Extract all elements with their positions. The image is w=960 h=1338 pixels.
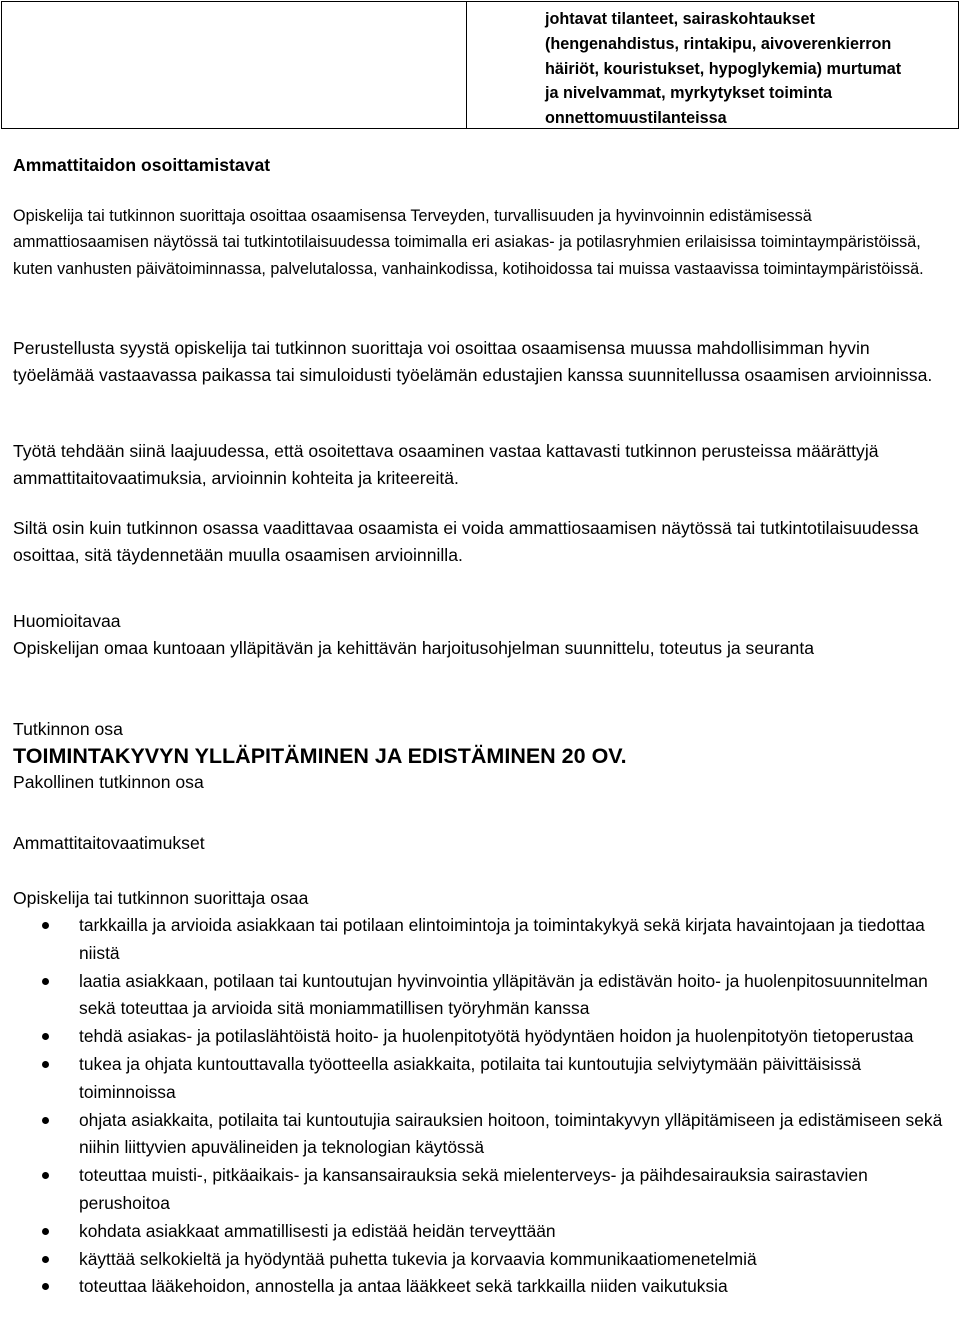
top-table bbox=[1, 1, 959, 129]
list-item bbox=[13, 1107, 948, 1163]
silta-paragraph: Siltä osin kuin tutkinnon osassa vaadittavaa osaamista ei voida ammattiosaamisen näytössä tai tutkintotilaisuudessa osoittaa, sitä täydennetään muulla osaamisen arvioinnilla. bbox=[13, 518, 919, 565]
top-table-right-cell bbox=[467, 2, 958, 128]
list-item-text: ohjata asiakkaita, potilaita tai kuntoutujia sairauksien hoitoon, toimintakyvyn ylläpitämiseen ja edistämiseen sekä niihin liittyvien apuvälineiden ja teknologian käytössä bbox=[79, 1109, 943, 1158]
bullet-icon bbox=[42, 1033, 49, 1040]
bullet-icon bbox=[42, 1117, 49, 1124]
requirements-list bbox=[13, 912, 948, 1301]
perustellusta-paragraph: Perustellusta syystä opiskelija tai tutkinnon suorittaja voi osoittaa osaamisensa muussa mahdollisimman hyvin työelämää vastaavassa paikassa tai simuloidusti työelämän edustajien kanssa suunnitellussa osaamisen arvioinnissa. bbox=[13, 338, 933, 385]
tyota-paragraph: Työtä tehdään siinä laajuudessa, että osoitettava osaaminen vastaa kattavasti tutkinnon perusteissa määrättyjä ammattitaitovaatimuksia, arvioinnin kohteita ja kriteereitä. bbox=[13, 441, 879, 488]
bullet-icon bbox=[42, 1283, 49, 1290]
list-item bbox=[13, 1023, 948, 1051]
list-item-text: kohdata asiakkaat ammatillisesti ja edistää heidän terveyttään bbox=[79, 1220, 556, 1241]
huomioitavaa-text: Opiskelijan omaa kuntoaan ylläpitävän ja kehittävän harjoitusohjelman suunnittelu, toteutus ja seuranta bbox=[13, 637, 815, 658]
tutkinnon-osa-block bbox=[13, 716, 948, 795]
right-cell-line: onnettomuustilanteissa bbox=[545, 109, 727, 128]
bullet-icon bbox=[42, 922, 49, 929]
right-cell-line: johtavat tilanteet, sairaskohtaukset bbox=[545, 10, 815, 28]
right-cell-line: ja nivelvammat, myrkytykset toiminta bbox=[545, 84, 833, 103]
right-cell-line: (hengenahdistus, rintakipu, aivoverenkierron bbox=[545, 34, 892, 53]
bullet-icon bbox=[42, 1061, 49, 1068]
list-item-text: tukea ja ohjata kuntouttavalla työotteella asiakkaita, potilaita tai kuntoutujia selviytymään päivittäisissä toiminnoissa bbox=[79, 1053, 862, 1102]
list-item-text: laatia asiakkaan, potilaan tai kuntoutujan hyvinvointia ylläpitävän ja edistävän hoito- ja huolenpitosuunnitelman sekä toteuttaa ja arvioida sitä moniammatillisen työryhmän kanssa bbox=[79, 970, 928, 1019]
list-item bbox=[13, 1162, 948, 1218]
list-item bbox=[13, 912, 948, 968]
list-item-text: tarkkailla ja arvioida asiakkaan tai potilaan elintoimintoja ja toimintakykyä sekä kirjata havaintojaan ja tiedottaa niistä bbox=[79, 915, 925, 963]
top-table-left-cell bbox=[2, 2, 467, 128]
tutkinnon-osa-label: Tutkinnon osa bbox=[13, 719, 123, 739]
huomioitavaa-block bbox=[13, 608, 948, 661]
list-item bbox=[13, 1273, 948, 1301]
right-cell-line: häiriöt, kouristukset, hypoglykemia) murtumat bbox=[545, 59, 902, 78]
list-item-text: tehdä asiakas- ja potilaslähtöistä hoito- ja huolenpitotyötä hyödyntäen hoidon ja huolenpitotyön tietoperustaa bbox=[79, 1026, 914, 1047]
list-item bbox=[13, 968, 948, 1024]
tutkinnon-osa-subtitle: Pakollinen tutkinnon osa bbox=[13, 771, 204, 792]
ammattitaitovaatimukset-intro: Opiskelija tai tutkinnon suorittaja osaa bbox=[13, 888, 309, 908]
ammattitaitovaatimukset-heading: Ammattitaitovaatimukset bbox=[13, 833, 205, 853]
bullet-icon bbox=[42, 978, 49, 985]
list-item bbox=[13, 1051, 948, 1107]
list-item-text: toteuttaa lääkehoidon, annostella ja antaa lääkkeet sekä tarkkailla niiden vaikutuksia bbox=[79, 1276, 728, 1297]
ammattitaidon-heading: Ammattitaidon osoittamistavat bbox=[13, 155, 271, 175]
bullet-icon bbox=[42, 1228, 49, 1235]
list-item-text: toteuttaa muisti-, pitkäaikais- ja kansansairauksia sekä mielenterveys- ja päihdesairauksia sairastavien perushoitoa bbox=[79, 1165, 868, 1213]
bullet-icon bbox=[42, 1172, 49, 1179]
bullet-icon bbox=[42, 1256, 49, 1263]
list-item bbox=[13, 1218, 948, 1246]
ammattitaidon-paragraph: Opiskelija tai tutkinnon suorittaja osoittaa osaamisensa Terveyden, turvallisuuden ja hyvinvoinnin edistämisessä ammattiosaamisen näytössä tai tutkintotilaisuudessa toimimalla eri asiakas- ja potilasryhmien erilaisissa toimintaympäristöissä, kuten vanhusten päivätoiminnassa, palvelutalossa, vanhainkodissa, kotihoidossa tai muissa vastaavissa toimintaympäristöissä. bbox=[13, 207, 924, 278]
tutkinnon-osa-title: TOIMINTAKYVYN YLLÄPITÄMINEN JA EDISTÄMINEN 20 OV. bbox=[13, 743, 627, 768]
list-item bbox=[13, 1246, 948, 1274]
list-item-text: käyttää selkokieltä ja hyödyntää puhetta tukevia ja korvaavia kommunikaatiomenetelmiä bbox=[79, 1248, 757, 1269]
huomioitavaa-heading: Huomioitavaa bbox=[13, 611, 121, 631]
